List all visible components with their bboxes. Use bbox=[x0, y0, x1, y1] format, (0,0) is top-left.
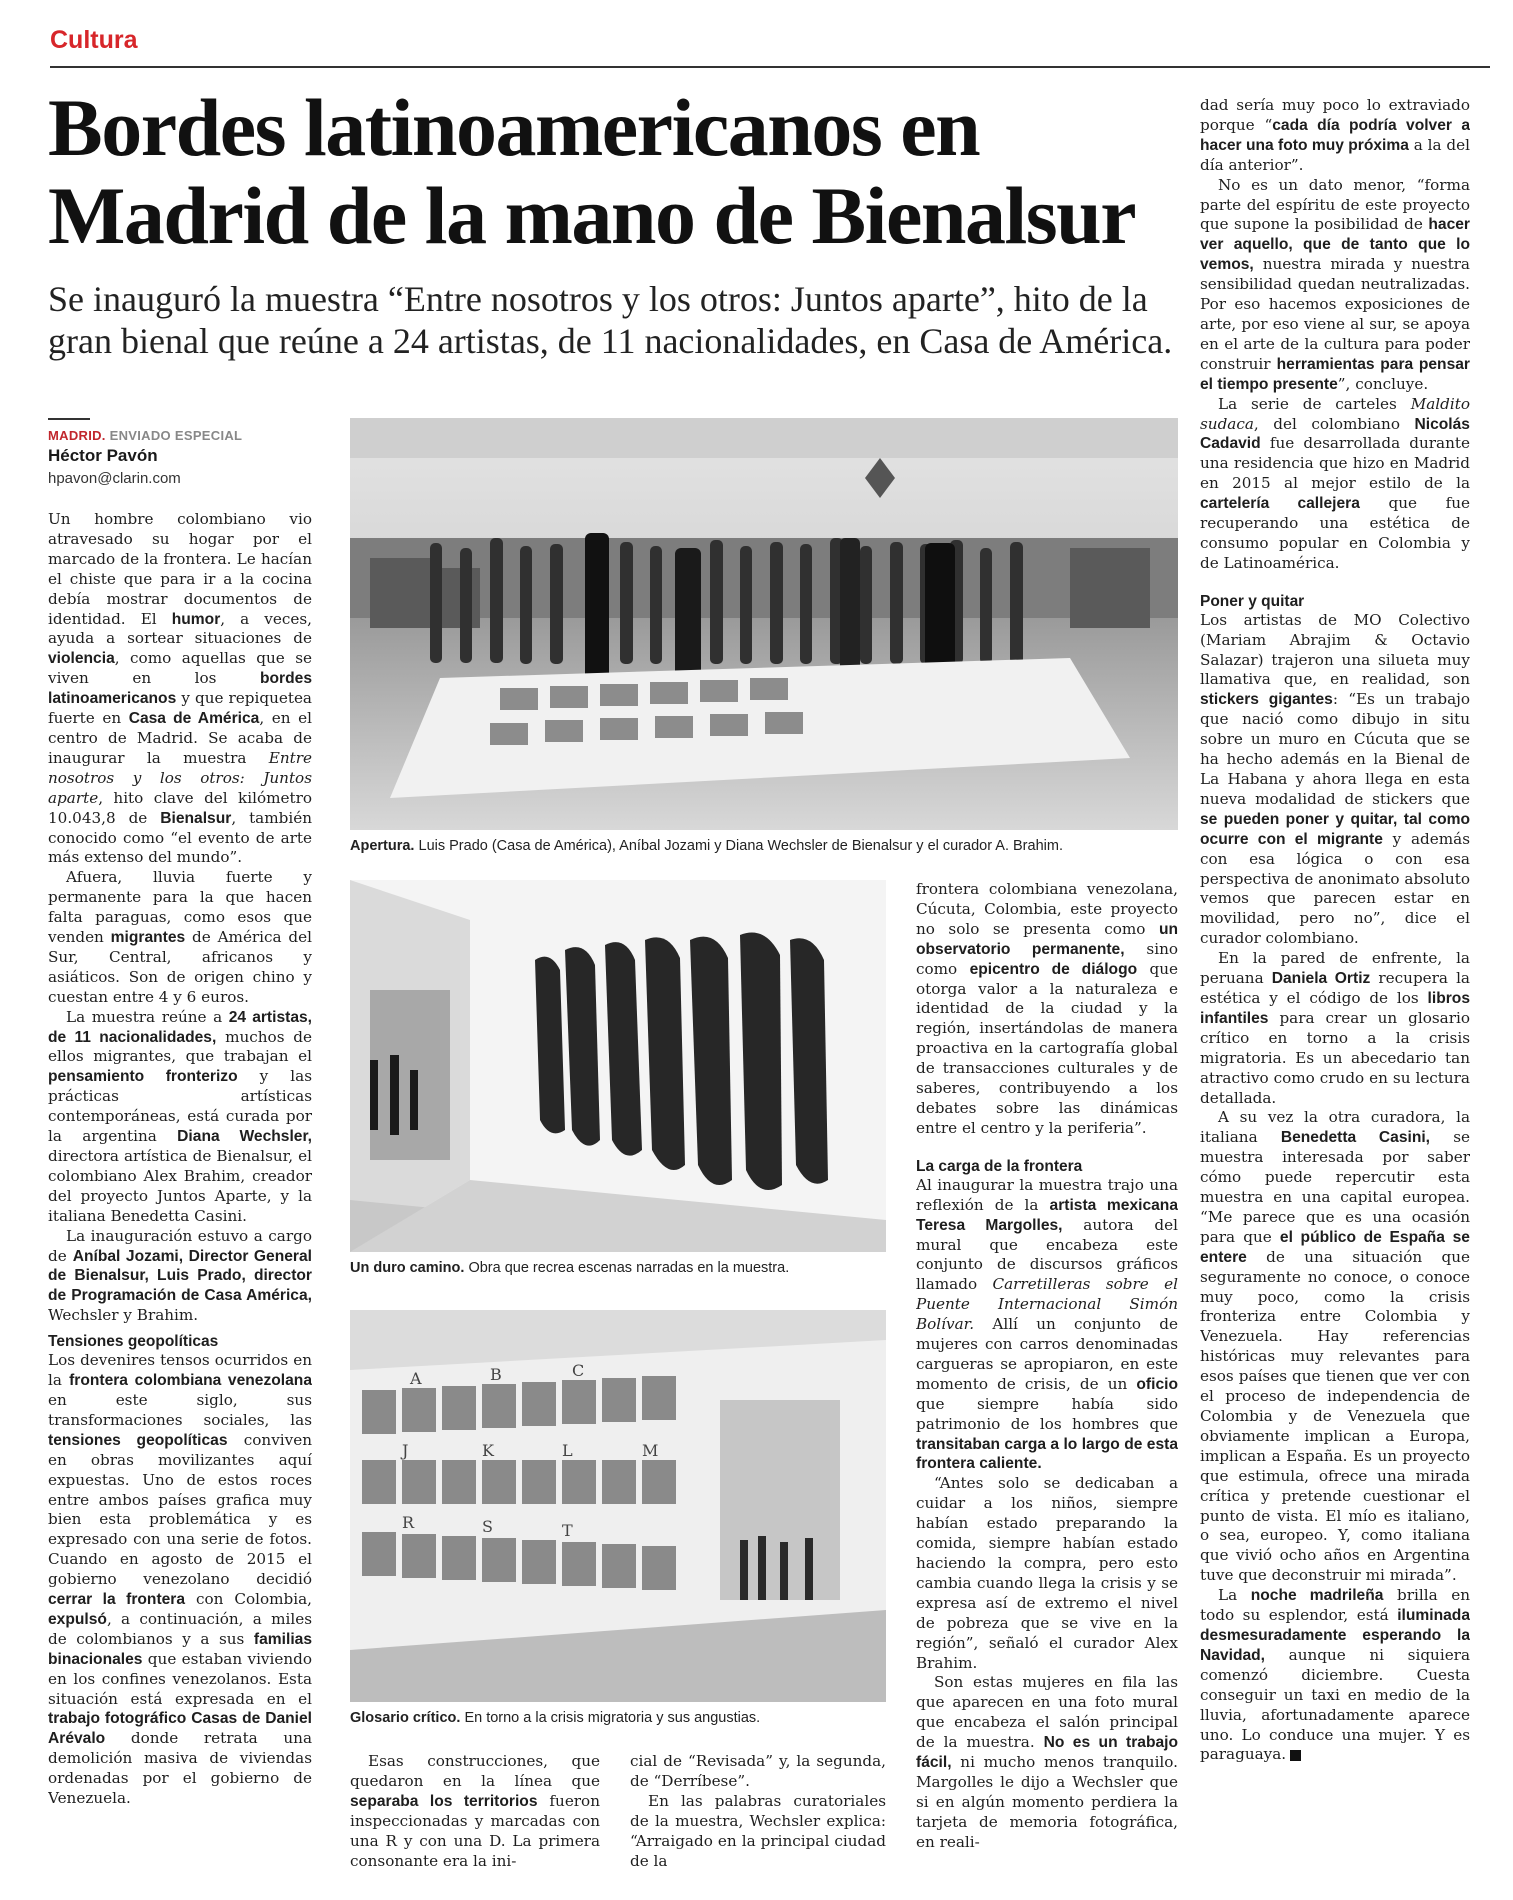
paragraph: En las palabras curatoriales de la muestra, Wechsler explica: “Arraigado en la principal ciudad de la bbox=[630, 1791, 886, 1870]
end-of-article-icon bbox=[1290, 1750, 1301, 1761]
paragraph: La inauguración estuvo a cargo de Aníbal Jozami, Director General de Bienalsur, Luis Prado, director de Programación de Casa América, Wechsler y Brahim. bbox=[48, 1226, 312, 1325]
paragraph: A su vez la otra curadora, la italiana Benedetta Casini, se muestra interesada por saber cómo puede repercutir esta muestra en una capital europea. “Me parece que es una ocasión para que el público de España se entere de una situación que seguramente no conoce, o conoce muy poco, como la crisis fronteriza entre Colombia y Venezuela. Hay referencias históricas muy relevantes para esos países que tienen que ver con el proceso de independencia de Colombia y de Venezuela que obviamente implican a Europa, implican a España. Es un proyecto que estimula, ofrece una mirada crítica y pretende cuestionar el punto de vista. El mío es italiano, o sea, europeo. Y, como italiana que vivió ocho años en Argentina tuve que deconstruir mi mirada”. bbox=[1200, 1108, 1470, 1585]
glosario-letter: K bbox=[482, 1441, 494, 1460]
caption-glosario: Glosario crítico. En torno a la crisis migratoria y sus angustias. bbox=[350, 1710, 761, 1726]
glosario-letter: A bbox=[410, 1369, 422, 1388]
column-1 bbox=[48, 510, 312, 1870]
paragraph: Al inaugurar la muestra trajo una reflexión de la artista mexicana Teresa Margolles, autora del mural que encabeza este conjunto de discursos gráficos llamado Carretilleras sobre el Puente Internacional Simón Bolívar. Allí un conjunto de mujeres con carros denominadas cargueras se apropiaron, en este momento de crisis, de un oficio que siempre había sido patrimonio de los hombres que transitaban carga a lo largo de esta frontera caliente. bbox=[916, 1175, 1178, 1473]
paragraph: Los artistas de MO Colectivo (Mariam Abrajim & Octavio Salazar) trajeron una silueta muy llamativa que, en realidad, son stickers gigantes: “Es un trabajo que nació como dibujo in situ sobre un muro en Cúcuta que se ha hecho además en la Bienal de La Habana y ahora llega en esta nueva modalidad de stickers que se pueden poner y quitar, tal como ocurre con el migrante y además con esa lógica o con esa perspectiva de anonimato absoluto vemos que parecen estar en movilidad, pero no”, dice el curador colombiano. bbox=[1200, 610, 1470, 948]
glosario-letter: M bbox=[642, 1441, 659, 1460]
paragraph: cial de “Revisada” y, la segunda, de “Derríbese”. bbox=[630, 1752, 886, 1790]
paragraph: “Antes solo se dedicaban a cuidar a los niños, siempre habían estado preparando la comida, siempre habían estado haciendo la compra, pero esto cambia cuando llega la crisis y se expresa así de extremo el nivel de pobreza que se vive en la región”, señaló el curador Alex Brahim. bbox=[916, 1474, 1178, 1672]
photo-glosario-image bbox=[350, 1310, 886, 1702]
paragraph: frontera colombiana venezolana, Cúcuta, Colombia, este proyecto no solo se presenta como un observatorio permanente, sino como epicentro de diálogo que otorga valor a la naturaleza e identidad de la ciudad y la región, insertándolas de manera proactiva en la cartografía global de transacciones culturales y de saberes, contribuyendo a los debates sobre las dinámicas entre el centro y la periferia”. bbox=[916, 880, 1178, 1137]
column-5 bbox=[1200, 96, 1470, 1870]
paragraph: Esas construcciones, que quedaron en la línea que separaba los territorios fueron inspeccionadas y marcadas con una R y con una D. La primera consonante era la ini- bbox=[350, 1752, 600, 1870]
subhead-poner: Poner y quitar bbox=[1200, 592, 1305, 610]
glosario-letter: L bbox=[562, 1441, 573, 1460]
paragraph: Un hombre colombiano vio atravesado su hogar por el marcado de la frontera. Le hacían el chiste que para ir a la cocina debía mostrar documentos de identidad. El humor, a veces, ayuda a sortear situaciones de violencia, como aquellas que se viven en los bordes latinoamericanos y que repiquetea fuerte en Casa de América, en el centro de Madrid. Se acaba de inaugurar la muestra Entre nosotros y los otros: Juntos aparte, hito clave del kilómetro 10.043,8 de Bienalsur, también conocido como “el evento de arte más extenso del mundo”. bbox=[48, 510, 312, 867]
column-2-bottom bbox=[350, 1752, 600, 1870]
subhead-tensiones: Tensiones geopolíticas bbox=[48, 1333, 219, 1351]
glosario-letter: S bbox=[482, 1517, 493, 1536]
caption-apertura: Apertura. Luis Prado (Casa de América), Aníbal Jozami y Diana Wechsler de Bienalsur y el curador A. Brahim. bbox=[350, 838, 1063, 854]
paragraph: Afuera, lluvia fuerte y permanente para la que hacen falta paraguas, como esos que venden migrantes de América del Sur, Central, africanos y asiáticos. Son de origen chino y cuestan entre 4 y 6 euros. bbox=[48, 868, 312, 1006]
subhead-carga: La carga de la frontera bbox=[916, 1157, 1083, 1175]
glosario-letter: B bbox=[490, 1365, 502, 1384]
paragraph: En la pared de enfrente, la peruana Daniela Ortiz recupera la estética y el código de los libros infantiles para crear un glosario crítico en torno a la crisis migratoria. Es un abecedario tan atractivo como crudo en su lectura detallada. bbox=[1200, 949, 1470, 1107]
byline-rule bbox=[48, 418, 90, 420]
paragraph: Los devenires tensos ocurridos en la frontera colombiana venezolana en este siglo, sus transformaciones sociales, las tensiones geopolíticas conviven en obras movilizantes aquí expuestas. Uno de estos roces entre ambos países grafica muy bien esta problemática y es expresado con una serie de fotos. Cuando en agosto de 2015 el gobierno venezolano decidió cerrar la frontera con Colombia, expulsó, a continuación, a miles de colombianos y a sus familias binacionales que estaban viviendo en los confines venezolanos. Esta situación está expresada en el trabajo fotográfico Casas de Daniel Arévalo donde retrata una demolición masiva de viviendas ordenadas por el gobierno de Venezuela. bbox=[48, 1351, 312, 1808]
byline-author: Héctor Pavón bbox=[48, 446, 158, 465]
glosario-letter: C bbox=[572, 1361, 585, 1380]
paragraph: dad sería muy poco lo extraviado porque “cada día podría volver a hacer una foto muy próxima a la del día anterior”. bbox=[1200, 96, 1470, 174]
photo-apertura bbox=[350, 418, 1178, 830]
byline-city: MADRID. bbox=[48, 428, 106, 443]
photo-duro-camino-image bbox=[350, 880, 886, 1252]
glosario-letter: R bbox=[402, 1513, 415, 1532]
section-label: Cultura bbox=[50, 26, 138, 54]
paragraph: Son estas mujeres en fila las que aparecen en una foto mural que encabeza el salón principal de la muestra. No es un trabajo fácil, ni mucho menos tranquilo. Margolles le dijo a Wechsler que si en algún momento perdiera la tarjeta de memoria fotográfica, en reali- bbox=[916, 1673, 1178, 1851]
caption-lead: Glosario crítico. bbox=[350, 1710, 461, 1726]
byline-email[interactable]: hpavon@clarin.com bbox=[48, 470, 181, 487]
caption-lead: Un duro camino. bbox=[350, 1260, 465, 1276]
paragraph: No es un dato menor, “forma parte del espíritu de este proyecto que supone la posibilidad de hacer ver aquello, que de tanto que lo vemos, nuestra mirada y nuestra sensibilidad quedan neutralizadas. Por eso hacemos exposiciones de arte, por eso viene al sur, se apoya en el arte de la cultura para poder construir herramientas para pensar el tiempo presente”, concluye. bbox=[1200, 175, 1470, 393]
dek: Se inauguró la muestra “Entre nosotros y los otros: Juntos aparte”, hito de la gran bienal que reúne a 24 artistas, de 11 nacionalidades, en Casa de América. bbox=[48, 279, 1173, 361]
glosario-letter: T bbox=[562, 1521, 573, 1540]
caption-duro-camino: Un duro camino. Obra que recrea escenas narradas en la muestra. bbox=[350, 1260, 790, 1276]
caption-lead: Apertura. bbox=[350, 838, 415, 854]
header-rule bbox=[50, 66, 1490, 68]
paragraph: La serie de carteles Maldito sudaca, del colombiano Nicolás Cadavid fue desarrollada durante una residencia que hizo en Madrid en 2015 al mejor estilo de la cartelería callejera que fue recuperando una estética de consumo popular en Colombia y de Latinoamérica. bbox=[1200, 394, 1470, 572]
paragraph: La noche madrileña brilla en todo su esplendor, está iluminada desmesuradamente esperando la Navidad, aunque ni siquiera comenzó diciembre. Cuesta conseguir un taxi en medio de la lluvia, afortunadamente aparece uno. Lo conduce una mujer. Y es paraguaya. bbox=[1200, 1586, 1470, 1764]
headline: Bordes latinoamericanos en Madrid de la mano de Bienalsur bbox=[48, 82, 1136, 261]
photo-duro-camino bbox=[350, 880, 886, 1252]
photo-apertura-image bbox=[350, 418, 1178, 830]
byline-role: ENVIADO ESPECIAL bbox=[109, 428, 243, 443]
glosario-letter: J bbox=[402, 1441, 409, 1460]
paragraph: La muestra reúne a 24 artistas, de 11 nacionalidades, muchos de ellos migrantes, que trabajan el pensamiento fronterizo y las prácticas artísticas contemporáneas, está curada por la argentina Diana Wechsler, directora artística de Bienalsur, el colombiano Alex Brahim, creador del proyecto Juntos Aparte, y la italiana Benedetta Casini. bbox=[48, 1007, 312, 1225]
column-3-bottom bbox=[630, 1752, 886, 1870]
byline-location bbox=[48, 428, 242, 443]
column-4 bbox=[916, 880, 1178, 1870]
photo-glosario bbox=[350, 1310, 886, 1702]
